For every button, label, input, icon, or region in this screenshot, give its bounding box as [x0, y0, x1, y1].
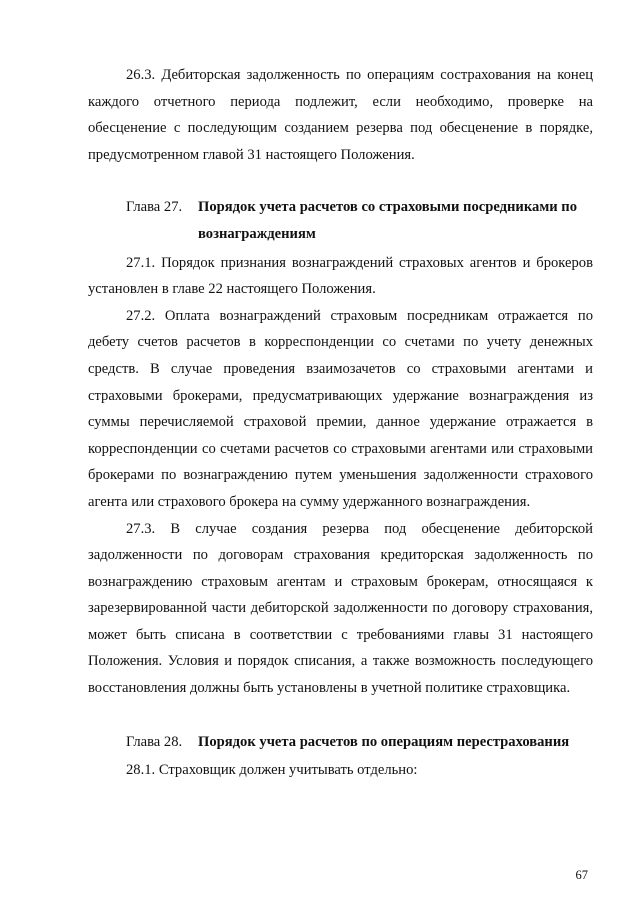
chapter-28-title: Порядок учета расчетов по операциям перестрахования [198, 733, 570, 750]
chapter-27-number: Глава 27. [126, 199, 183, 216]
chapter-28-heading [88, 729, 593, 756]
chapter-27-heading [88, 194, 593, 247]
paragraph-27-3: 27.3. В случае создания резерва под обесценение дебиторской задолженности по договорам страхования кредиторская задолженность по вознаграждению страховым агентам и страховым брокерам, относящаяся к зарезервированной части дебиторской задолженности по договору страхования, может быть списана в соответствии с требованиями главы 31 настоящего Положения. Условия и порядок списания, а также возможность последующего восстановления должны быть установлены в учетной политике страховщика. [88, 520, 593, 697]
document-page [88, 62, 593, 784]
paragraph-26-3: 26.3. Дебиторская задолженность по операциям сострахования на конец каждого отчетного периода подлежит, если необходимо, проверке на обесценение с последующим созданием резерва под обесценение в порядке, предусмотренном главой 31 настоящего Положения. [88, 67, 593, 163]
paragraph-28-1: 28.1. Страховщик должен учитывать отдельно: [126, 762, 418, 779]
chapter-27-title: Порядок учета расчетов со страховыми посредниками по вознаграждениям [198, 199, 578, 242]
page-number: 67 [575, 868, 588, 882]
paragraph-27-2: 27.2. Оплата вознаграждений страховым посредникам отражается по дебету счетов расчетов в корреспонденции со счетами по учету денежных средств. В случае проведения взаимозачетов со страховыми агентами и страховыми брокерами, предусматривающих удержание вознаграждения из суммы перечисляемой страховой премии, данное удержание отражается в корреспонденции со счетами расчетов со страховыми агентами или страховыми брокерами по вознаграждению путем уменьшения задолженности страхового агента или страхового брокера на сумму удержанного вознаграждения. [88, 307, 593, 510]
paragraph-27-1: 27.1. Порядок признания вознаграждений страховых агентов и брокеров установлен в главе 22 настоящего Положения. [88, 254, 593, 298]
chapter-28-number: Глава 28. [126, 733, 183, 750]
